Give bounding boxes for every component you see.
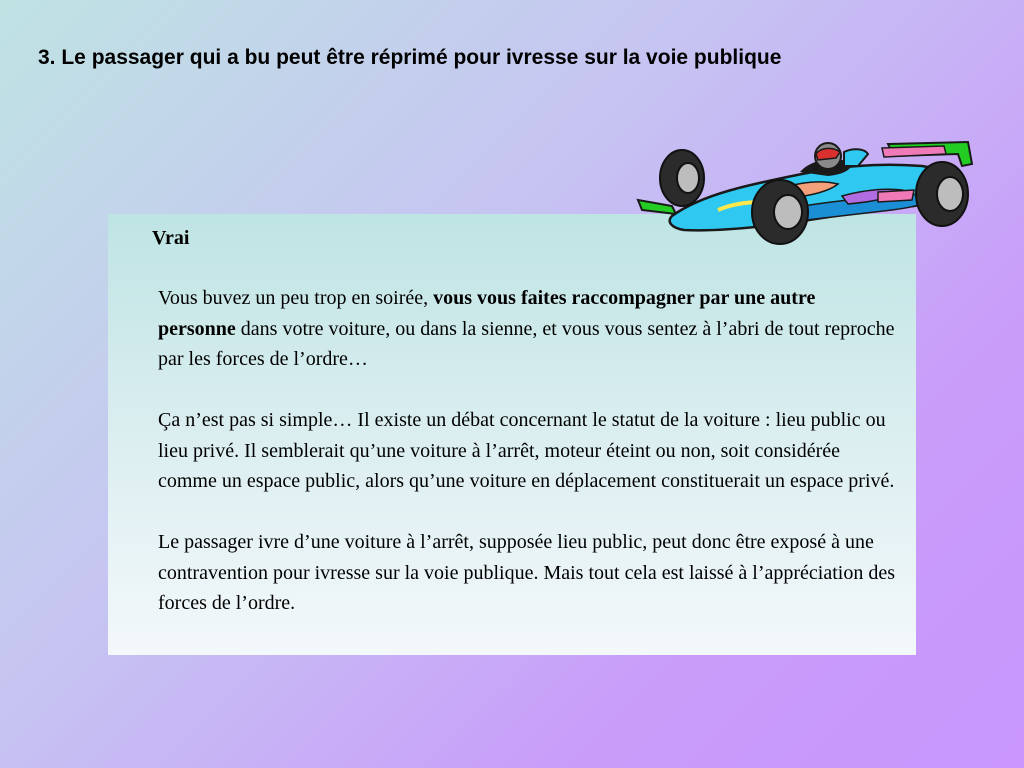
paragraph-1-start: Vous buvez un peu trop en soirée, xyxy=(158,287,434,309)
paragraph-1-emphasis: vous vous faites raccompagner par une autre personne xyxy=(158,287,816,340)
paragraph-3: Le passager ivre d’une voiture à l’arrêt, supposée lieu public, peut donc être exposé à une contravention pour ivresse sur la voie publique. Mais tout cela est laissé à l’appréciation des forces de l’ordre. xyxy=(158,531,896,614)
paragraph-1 xyxy=(158,283,898,375)
content-box xyxy=(108,214,916,655)
race-car-icon xyxy=(632,132,976,248)
paragraph-2: Ça n’est pas si simple… Il existe un débat concernant le statut de la voiture : lieu public ou lieu privé. Il semblerait qu’une voiture à l’arrêt, moteur éteint ou non, soit considérée comme un espace public, alors qu’une voiture en déplacement constituerait un espace privé. xyxy=(158,409,895,492)
answer-label: Vrai xyxy=(152,227,190,249)
slide-title: 3. Le passager qui a bu peut être réprimé pour ivresse sur la voie publique xyxy=(38,46,782,69)
text-body xyxy=(158,283,898,619)
paragraph-1-end: dans votre voiture, ou dans la sienne, et vous vous sentez à l’abri de tout reproche par les forces de l’ordre… xyxy=(158,317,895,370)
